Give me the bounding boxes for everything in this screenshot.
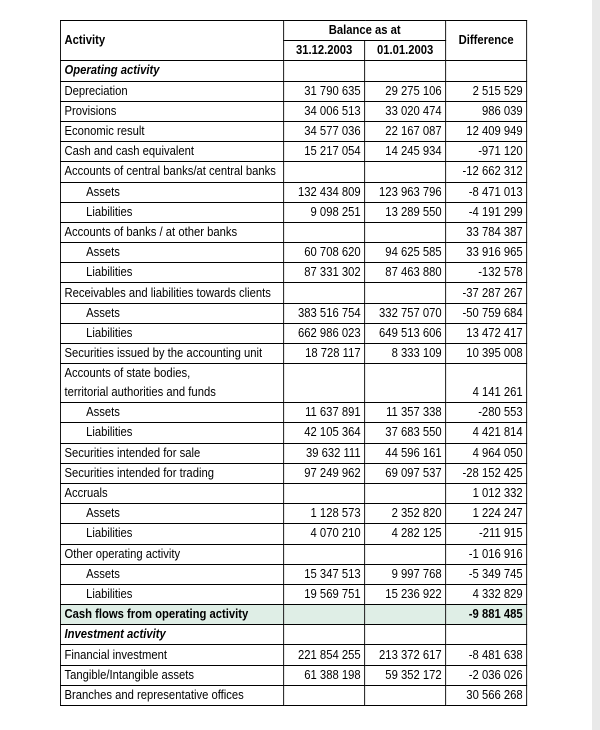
balance-2003-01-01-cell: 15 236 922 — [365, 584, 446, 604]
balance-2003-12-31-cell: 19 569 751 — [284, 584, 365, 604]
row-label: Economic result — [60, 121, 283, 141]
balance-2003-01-01-cell: 123 963 796 — [365, 182, 446, 202]
table-row — [60, 564, 526, 584]
balance-2003-01-01-cell: 8 333 109 — [365, 344, 446, 364]
balance-2003-12-31-cell: 34 006 513 — [284, 101, 365, 121]
table-row — [60, 524, 526, 544]
balance-2003-01-01-cell: 37 683 550 — [365, 423, 446, 443]
balance-2003-01-01-cell — [365, 364, 446, 403]
difference-cell: -971 120 — [446, 142, 527, 162]
table-row — [60, 685, 526, 705]
balance-2003-12-31-cell: 15 347 513 — [284, 564, 365, 584]
row-label: Cash flows from operating activity — [60, 605, 283, 625]
difference-cell: -211 915 — [446, 524, 527, 544]
row-label: Receivables and liabilities towards clients — [60, 283, 283, 303]
balance-2003-12-31-cell: 9 098 251 — [284, 202, 365, 222]
balance-2003-12-31-cell — [284, 364, 365, 403]
row-label: Provisions — [60, 101, 283, 121]
difference-cell: 4 421 814 — [446, 423, 527, 443]
table-row — [60, 121, 526, 141]
table-row — [60, 665, 526, 685]
difference-cell: -5 349 745 — [446, 564, 527, 584]
balance-2003-12-31-cell — [284, 685, 365, 705]
difference-cell — [446, 625, 527, 645]
row-label: Operating activity — [60, 61, 283, 81]
table-row — [60, 81, 526, 101]
table-row — [60, 101, 526, 121]
row-label: Assets — [60, 182, 283, 202]
activity-header: Activity — [60, 21, 283, 61]
row-label: Liabilities — [60, 263, 283, 283]
balance-2003-01-01-cell: 59 352 172 — [365, 665, 446, 685]
table-row — [60, 263, 526, 283]
difference-cell: -2 036 026 — [446, 665, 527, 685]
balance-2003-12-31-cell — [284, 283, 365, 303]
balance-header: Balance as at — [284, 21, 446, 41]
balance-2003-01-01-cell — [365, 625, 446, 645]
difference-cell: 4 141 261 — [446, 364, 527, 403]
balance-2003-01-01-cell: 9 997 768 — [365, 564, 446, 584]
balance-2003-12-31-cell — [284, 222, 365, 242]
row-label: Securities intended for trading — [60, 463, 283, 483]
table-row — [60, 61, 526, 81]
balance-2003-01-01-cell: 14 245 934 — [365, 142, 446, 162]
balance-2003-01-01-cell: 29 275 106 — [365, 81, 446, 101]
balance-2003-12-31-cell: 31 790 635 — [284, 81, 365, 101]
balance-2003-12-31-cell — [284, 605, 365, 625]
balance-2003-01-01-cell: 649 513 606 — [365, 323, 446, 343]
difference-header: Difference — [446, 21, 527, 61]
row-label — [60, 364, 283, 403]
row-label: Assets — [60, 504, 283, 524]
cash-flow-table — [60, 20, 527, 706]
table-row — [60, 443, 526, 463]
row-label: Investment activity — [60, 625, 283, 645]
row-label: Other operating activity — [60, 544, 283, 564]
balance-2003-01-01-cell: 2 352 820 — [365, 504, 446, 524]
balance-2003-12-31-cell: 132 434 809 — [284, 182, 365, 202]
row-label: Depreciation — [60, 81, 283, 101]
difference-cell: -280 553 — [446, 403, 527, 423]
difference-cell: 4 332 829 — [446, 584, 527, 604]
table-row — [60, 645, 526, 665]
row-label: Branches and representative offices — [60, 685, 283, 705]
row-label: Financial investment — [60, 645, 283, 665]
difference-cell: -28 152 425 — [446, 463, 527, 483]
difference-cell: -37 287 267 — [446, 283, 527, 303]
balance-2003-01-01-cell: 332 757 070 — [365, 303, 446, 323]
difference-cell: 986 039 — [446, 101, 527, 121]
balance-2003-12-31-cell — [284, 483, 365, 503]
row-label: Accounts of banks / at other banks — [60, 222, 283, 242]
balance-2003-01-01-cell: 4 282 125 — [365, 524, 446, 544]
table-row — [60, 625, 526, 645]
balance-2003-12-31-cell — [284, 61, 365, 81]
row-label: Tangible/Intangible assets — [60, 665, 283, 685]
difference-cell: -50 759 684 — [446, 303, 527, 323]
table-row — [60, 584, 526, 604]
row-label: Liabilities — [60, 202, 283, 222]
difference-cell: 13 472 417 — [446, 323, 527, 343]
table-row — [60, 222, 526, 242]
table-row — [60, 142, 526, 162]
balance-2003-01-01-cell — [365, 605, 446, 625]
table-row — [60, 423, 526, 443]
balance-2003-01-01-cell: 22 167 087 — [365, 121, 446, 141]
row-label: Liabilities — [60, 323, 283, 343]
balance-2003-12-31-cell: 97 249 962 — [284, 463, 365, 483]
row-label: Assets — [60, 303, 283, 323]
table-row — [60, 162, 526, 182]
date1-header: 31.12.2003 — [284, 41, 365, 61]
difference-cell: -12 662 312 — [446, 162, 527, 182]
table-row — [60, 303, 526, 323]
balance-2003-01-01-cell — [365, 61, 446, 81]
difference-cell: -8 471 013 — [446, 182, 527, 202]
row-label-line2: territorial authorities and funds — [64, 385, 216, 400]
balance-2003-12-31-cell — [284, 625, 365, 645]
balance-2003-12-31-cell — [284, 162, 365, 182]
table-row — [60, 364, 526, 403]
balance-2003-12-31-cell: 87 331 302 — [284, 263, 365, 283]
difference-cell: 12 409 949 — [446, 121, 527, 141]
balance-2003-12-31-cell: 662 986 023 — [284, 323, 365, 343]
balance-2003-12-31-cell: 61 388 198 — [284, 665, 365, 685]
row-label: Assets — [60, 403, 283, 423]
balance-2003-01-01-cell: 11 357 338 — [365, 403, 446, 423]
balance-2003-12-31-cell: 4 070 210 — [284, 524, 365, 544]
difference-cell: -4 191 299 — [446, 202, 527, 222]
row-label: Accounts of central banks/at central banks — [60, 162, 283, 182]
difference-cell: 1 012 332 — [446, 483, 527, 503]
balance-2003-01-01-cell — [365, 544, 446, 564]
difference-cell — [446, 61, 527, 81]
row-label: Cash and cash equivalent — [60, 142, 283, 162]
table-row — [60, 605, 526, 625]
balance-2003-01-01-cell: 13 289 550 — [365, 202, 446, 222]
balance-2003-12-31-cell: 1 128 573 — [284, 504, 365, 524]
difference-cell: -9 881 485 — [446, 605, 527, 625]
table-row — [60, 243, 526, 263]
balance-2003-12-31-cell: 60 708 620 — [284, 243, 365, 263]
row-label: Assets — [60, 564, 283, 584]
balance-2003-12-31-cell — [284, 544, 365, 564]
difference-cell: 4 964 050 — [446, 443, 527, 463]
balance-2003-12-31-cell: 34 577 036 — [284, 121, 365, 141]
header-row-1 — [60, 21, 526, 41]
difference-cell: -1 016 916 — [446, 544, 527, 564]
table-row — [60, 463, 526, 483]
table-row — [60, 283, 526, 303]
balance-2003-01-01-cell: 87 463 880 — [365, 263, 446, 283]
table-row — [60, 182, 526, 202]
table-row — [60, 403, 526, 423]
table-row — [60, 504, 526, 524]
row-label: Liabilities — [60, 524, 283, 544]
table-row — [60, 202, 526, 222]
balance-2003-12-31-cell: 383 516 754 — [284, 303, 365, 323]
scrollbar-track — [592, 0, 600, 730]
difference-cell: 33 916 965 — [446, 243, 527, 263]
balance-2003-12-31-cell: 221 854 255 — [284, 645, 365, 665]
balance-2003-12-31-cell: 18 728 117 — [284, 344, 365, 364]
table-row — [60, 483, 526, 503]
row-label: Liabilities — [60, 584, 283, 604]
balance-2003-01-01-cell: 94 625 585 — [365, 243, 446, 263]
balance-2003-12-31-cell: 15 217 054 — [284, 142, 365, 162]
row-label: Liabilities — [60, 423, 283, 443]
balance-2003-01-01-cell — [365, 283, 446, 303]
date2-header: 01.01.2003 — [365, 41, 446, 61]
balance-2003-01-01-cell — [365, 685, 446, 705]
balance-2003-01-01-cell — [365, 483, 446, 503]
balance-2003-01-01-cell: 213 372 617 — [365, 645, 446, 665]
balance-2003-01-01-cell — [365, 222, 446, 242]
difference-cell: 30 566 268 — [446, 685, 527, 705]
difference-cell: 1 224 247 — [446, 504, 527, 524]
balance-2003-01-01-cell — [365, 162, 446, 182]
table-row — [60, 344, 526, 364]
balance-2003-01-01-cell: 33 020 474 — [365, 101, 446, 121]
row-label: Accruals — [60, 483, 283, 503]
balance-2003-12-31-cell: 11 637 891 — [284, 403, 365, 423]
balance-2003-01-01-cell: 69 097 537 — [365, 463, 446, 483]
difference-cell: -132 578 — [446, 263, 527, 283]
balance-2003-01-01-cell: 44 596 161 — [365, 443, 446, 463]
row-label: Securities intended for sale — [60, 443, 283, 463]
balance-2003-12-31-cell: 39 632 111 — [284, 443, 365, 463]
table-row — [60, 544, 526, 564]
difference-cell: 33 784 387 — [446, 222, 527, 242]
balance-2003-12-31-cell: 42 105 364 — [284, 423, 365, 443]
difference-cell: -8 481 638 — [446, 645, 527, 665]
row-label-line1: Accounts of state bodies, — [64, 366, 191, 381]
table-row — [60, 323, 526, 343]
row-label: Assets — [60, 243, 283, 263]
difference-cell: 2 515 529 — [446, 81, 527, 101]
difference-cell: 10 395 008 — [446, 344, 527, 364]
row-label: Securities issued by the accounting unit — [60, 344, 283, 364]
